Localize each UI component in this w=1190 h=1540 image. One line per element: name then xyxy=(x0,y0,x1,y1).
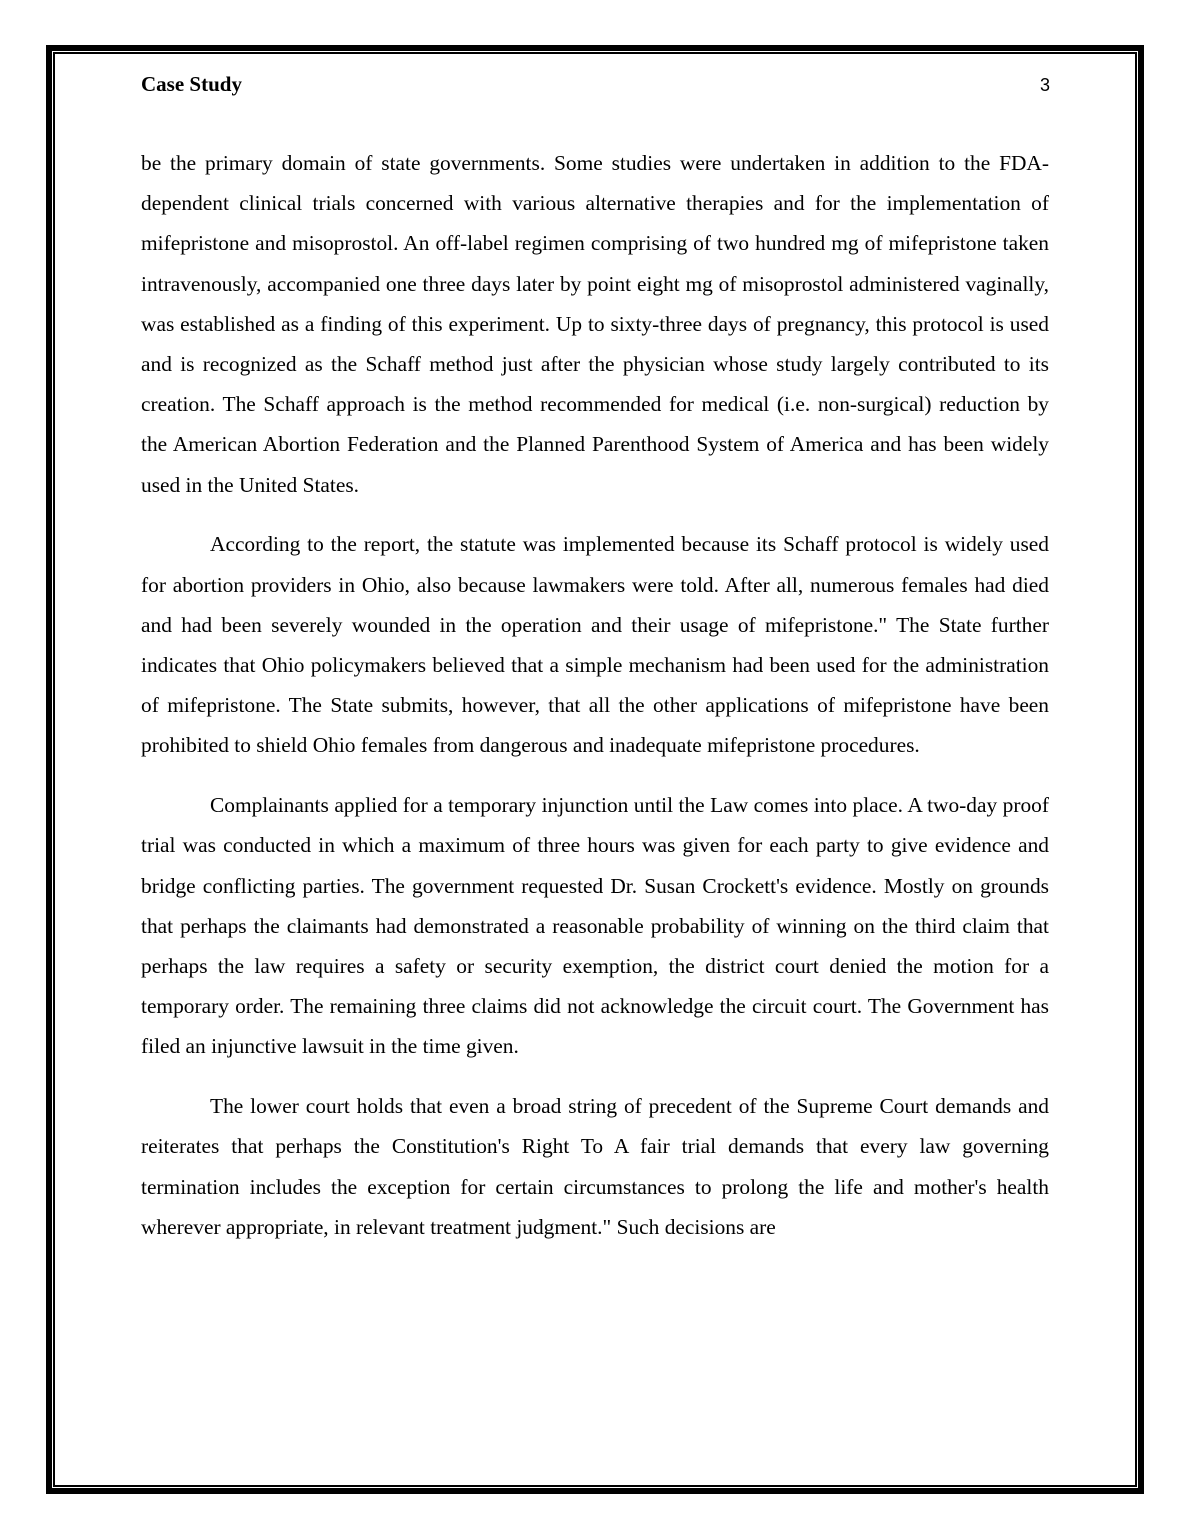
header-title: Case Study xyxy=(141,72,242,96)
paragraph-2: According to the report, the statute was implemented because its Schaff protocol is widely used for abortion providers in Ohio, also because lawmakers were told. After all, numerous females had died and had been severely wounded in the operation and their usage of mifepristone." The State further indicates that Ohio policymakers believed that a simple mechanism had been used for the administration of mifepristone. The State submits, however, that all the other applications of mifepristone have been prohibited to shield Ohio females from dangerous and inadequate mifepristone procedures. xyxy=(141,532,1049,758)
paragraph-3: Complainants applied for a temporary injunction until the Law comes into place. A two-day proof trial was conducted in which a maximum of three hours was given for each party to give evidence and bridge conflicting parties. The government requested Dr. Susan Crockett's evidence. Mostly on grounds that perhaps the claimants had demonstrated a reasonable probability of winning on the third claim that perhaps the law requires a safety or security exemption, the district court denied the motion for a temporary order. The remaining three claims did not acknowledge the circuit court. The Government has filed an injunctive lawsuit in the time given. xyxy=(141,793,1049,1059)
paragraph-4: The lower court holds that even a broad string of precedent of the Supreme Court demands and reiterates that perhaps the Constitution's Right To A fair trial demands that every law governing termination includes the exception for certain circumstances to prolong the life and mother's health wherever appropriate, in relevant treatment judgment." Such decisions are xyxy=(141,1094,1049,1239)
page-number: 3 xyxy=(1039,75,1050,95)
paragraph-1: be the primary domain of state governments. Some studies were undertaken in addition to the FDA-dependent clinical trials concerned with various alternative therapies and for the implementation of mifepristone and misoprostol. An off-label regimen comprising of two hundred mg of mifepristone taken intravenously, accompanied one three days later by point eight mg of misoprostol administered vaginally, was established as a finding of this experiment. Up to sixty-three days of pregnancy, this protocol is used and is recognized as the Schaff method just after the physician whose study largely contributed to its creation. The Schaff approach is the method recommended for medical (i.e. non-surgical) reduction by the American Abortion Federation and the Planned Parenthood System of America and has been widely used in the United States. xyxy=(141,151,1049,497)
document-body xyxy=(141,143,1049,1267)
